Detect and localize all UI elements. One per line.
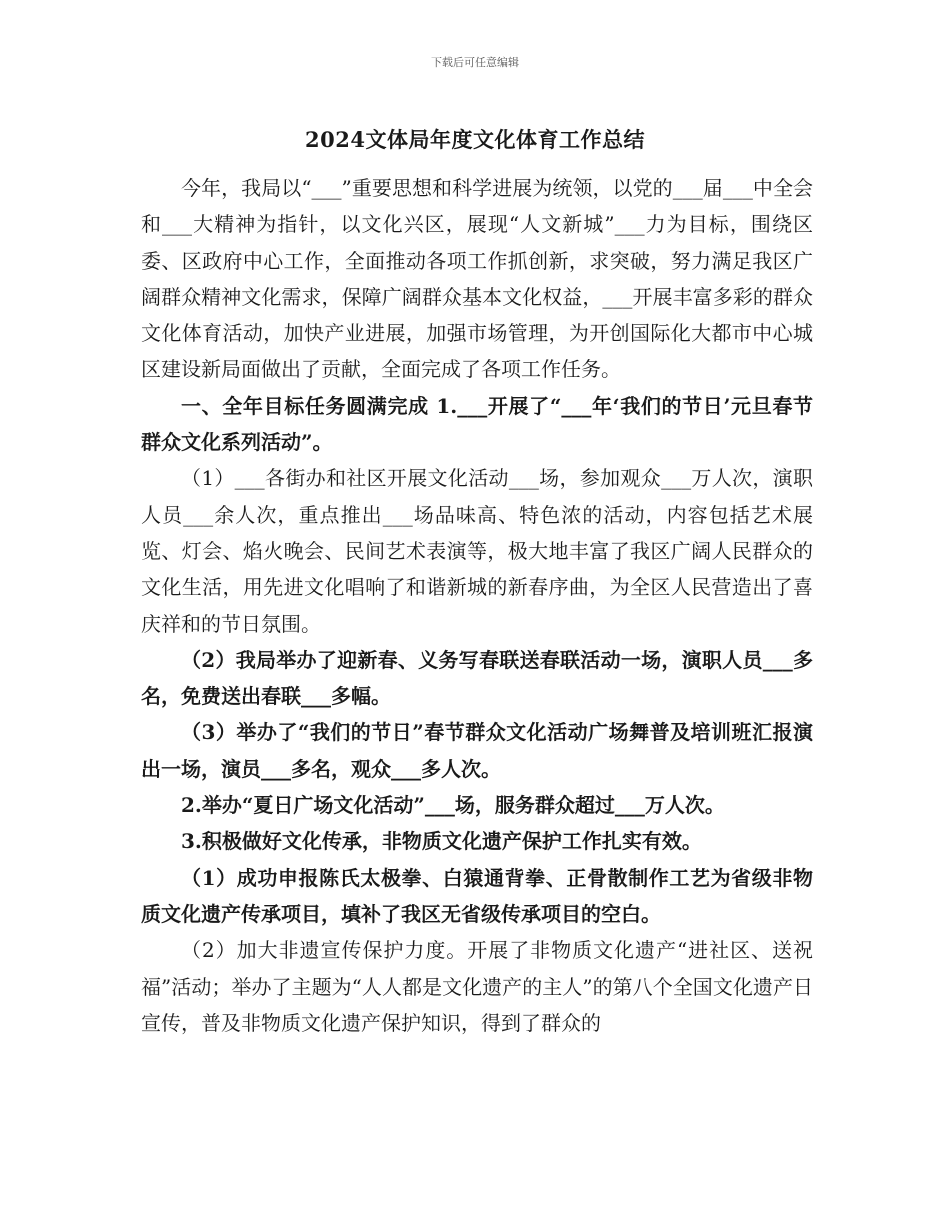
paragraph-section-1-heading: 一、全年目标任务圆满完成 1.___开展了“___年‘我们的节日’元旦春节群众文化系列活动”。	[141, 393, 813, 455]
header-note: 下载后可任意编辑	[431, 56, 519, 69]
paragraph-item-3-1: （1）成功申报陈氏太极拳、白猿通背拳、正骨散制作工艺为省级非物质文化遗产传承项目，填补了我区无省级传承项目的空白。	[141, 865, 813, 926]
paragraph-item-1-2: （2）我局举办了迎新春、义务写春联送春联活动一场，演职人员___多名，免费送出春联___多幅。	[141, 647, 813, 709]
paragraph-item-2: 2.举办“夏日广场文化活动”___场，服务群众超过___万人次。	[181, 793, 725, 818]
paragraph-item-1-1: （1）___各街办和社区开展文化活动___场，参加观众___万人次，演职人员___余人次，重点推出___场品味高、特色浓的活动，内容包括艺术展览、灯会、焰火晚会、民间艺术表演等，极大地丰富了我区广阔人民群众的文化生活，用先进文化唱响了和谐新城的新春序曲，为全区人民营造出了喜庆祥和的节日氛围。	[141, 466, 813, 636]
document-body	[141, 170, 813, 1041]
paragraph-intro: 今年，我局以“___”重要思想和科学进展为统领，以党的___届___中全会和___大精神为指针，以文化兴区，展现“人文新城”___力为目标，围绕区委、区政府中心工作，全面推动各项工作抓创新，求突破，努力满足我区广阔群众精神文化需求，保障广阔群众基本文化权益，___开展丰富多彩的群众文化体育活动，加快产业进展，加强市场管理，为开创国际化大都市中心城区建设新局面做出了贡献，全面完成了各项工作任务。	[141, 176, 813, 382]
document-title: 2024文体局年度文化体育工作总结	[305, 127, 645, 152]
paragraph-item-3: 3.积极做好文化传承，非物质文化遗产保护工作扎实有效。	[181, 829, 702, 854]
paragraph-item-1-3: （3）举办了“我们的节日”春节群众文化活动广场舞普及培训班汇报演出一场，演员___多名，观众___多人次。	[141, 720, 813, 781]
paragraph-item-3-2: （2）加大非遗宣传保护力度。开展了非物质文化遗产“进社区、送祝福”活动；举办了主题为“人人都是文化遗产的主人”的第八个全国文化遗产日宣传，普及非物质文化遗产保护知识，得到了群众的	[141, 938, 813, 1035]
